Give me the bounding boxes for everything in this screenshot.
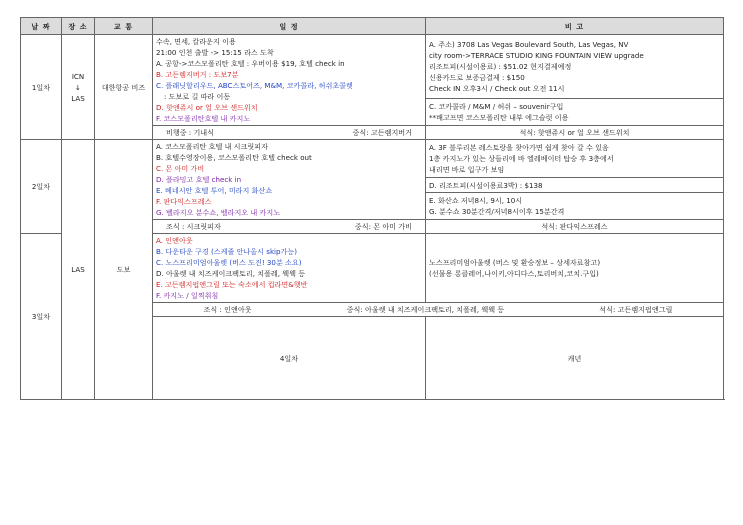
day1-place-to: LAS xyxy=(71,93,85,103)
day3-meals xyxy=(153,303,724,317)
day1-place xyxy=(62,35,95,140)
remark-line: 노스프리미엄아울렛 (버스 및 환승정보 – 상세자료참고) xyxy=(429,258,601,267)
remark-line: **배고프면 코스모폴리탄 내부 에그슬럿 이용 xyxy=(429,112,569,122)
remark-line: C. 코카콜라 / M&M / 허쉬 – souvenir구입 xyxy=(429,101,564,111)
schedule-line: E. 고든렘지펍앤그릴 또는 숙소에서 컵라면&햇반 xyxy=(156,280,308,289)
schedule-line: 21:00 인천 출발 -> 15:15 라스 도착 xyxy=(156,48,274,57)
header-remarks: 비 고 xyxy=(426,18,724,35)
schedule-line: B. 다운타운 구경 (스케줄 안나올시 skip가능) xyxy=(156,247,297,256)
schedule-line: F. 코스모폴리탄호텔 내 카지노 xyxy=(156,114,251,123)
remark-line: 1층 카지노가 있는 상들리에 바 엘레베이터 탑승 후 3층에서 xyxy=(429,154,614,164)
schedule-line: B. 호텔수영장이용, 코스모폴리탄 호텔 check out xyxy=(156,153,312,162)
remark-line: A. 3F 블루리본 레스토랑을 찾아가면 쉽게 찾아 갈 수 있음 xyxy=(429,143,609,153)
header-row xyxy=(21,18,724,35)
day3-date: 3일차 xyxy=(21,234,62,400)
day4-date: 4일차 xyxy=(153,317,426,400)
day1-meals-left xyxy=(153,126,426,140)
schedule-line: 수속, 면세, 칼라운지 이용 xyxy=(156,37,236,46)
header-place: 장 소 xyxy=(62,18,95,35)
remark-line: Check IN 오후3시 / Check out 오전 11시 xyxy=(429,83,565,93)
day3-schedule xyxy=(153,234,426,303)
schedule-line: E. 베네시안 호텔 투어, 미라지 화산쇼 xyxy=(156,186,273,195)
header-transport: 교 통 xyxy=(95,18,153,35)
remark-line: D. 리조트피(시설이용료3박) : $138 xyxy=(429,180,543,190)
schedule-line: C. 노스프리미엄아울렛 (버스 도진! 30분 소요) xyxy=(156,258,302,267)
day1-meal-dinner: 중식: 고든렘지버거 xyxy=(352,128,412,137)
day2-meal-dinner: 석식: 판다익스프레스 xyxy=(426,220,724,234)
day2-schedule xyxy=(153,140,426,220)
header-schedule: 일 정 xyxy=(153,18,426,35)
schedule-line: F. 카지노 / 일찍취침 xyxy=(156,291,219,300)
day4-place: 캐년 xyxy=(426,317,724,400)
schedule-line: F. 판다익스프레스 xyxy=(156,197,212,206)
day1-remarks-a xyxy=(426,35,724,99)
day3-meal-breakfast: 조식 : 인앤아웃 xyxy=(203,305,252,314)
schedule-line: D. 아울렛 내 치즈케이크팩토리, 치폴레, 웩웩 등 xyxy=(156,269,306,278)
schedule-line: C. 플래닛할리우드, ABC스토어즈, M&M, 코카콜라, 허쉬초콜렛 xyxy=(156,81,353,90)
day2-meals-left xyxy=(153,220,426,234)
day3-meal-dinner: 석식: 고든렘지펍앤그릴 xyxy=(599,305,673,314)
schedule-text: A. 코스모폴리탄 호텔 내 시크릿피자 xyxy=(156,142,268,151)
remark-line: city room->TERRACE STUDIO KING FOUNTAIN VIEW upgrade xyxy=(429,50,644,60)
day2-remarks-a xyxy=(426,140,724,178)
day1-place-from: ICN xyxy=(71,71,85,81)
day1-schedule xyxy=(153,35,426,126)
schedule-line: A. 인앤아웃 xyxy=(156,236,193,245)
remark-line: 신용카드로 보증금결제 : $150 xyxy=(429,72,525,82)
schedule-line: D. 플라밍고 호텔 check in xyxy=(156,175,242,184)
day2-meal-lunch: 중식: 몬 아미 가비 xyxy=(354,222,412,231)
day1-meal-lunch: 비행중 : 기내식 xyxy=(166,128,215,137)
schedule-line: D. 핫앤쥬시 or 얼 오브 샌드위치 xyxy=(156,103,258,112)
schedule-line: B. 고든렘지버거 : 도보7분 xyxy=(156,70,239,79)
itinerary-table xyxy=(20,17,724,400)
schedule-line: C. 몬 아미 가비 xyxy=(156,164,205,173)
remark-line: (선물용 롱클레어,나이키,아디다스,토리버치,코치.구입) xyxy=(429,269,599,278)
day2-date: 2일차 xyxy=(21,140,62,234)
day2-row xyxy=(21,140,724,178)
header-date: 날 짜 xyxy=(21,18,62,35)
schedule-line: A. 공항->코스모폴리탄 호텔 : 우버이용 $19, 호텔 check in xyxy=(156,59,345,68)
day2-remarks-c xyxy=(426,193,724,220)
day3-remarks xyxy=(426,234,724,303)
remark-line: 리조트피(시설이용료) : $51.02 현지결제예정 xyxy=(429,61,572,71)
day1-row xyxy=(21,35,724,99)
day1-place-arrow: ↓ xyxy=(75,82,81,92)
day1-transport: 대한항공 비즈 xyxy=(95,35,153,140)
day2-meal-breakfast: 조식 : 시크릿피자 xyxy=(166,222,221,231)
remark-line: A. 주소) 3708 Las Vegas Boulevard South, Las Vegas, NV xyxy=(429,39,629,49)
day3-meal-lunch: 중식: 아울렛 내 치즈케이크팩토리, 치폴레, 웩웩 등 xyxy=(346,305,505,314)
remark-line: 내리면 바로 입구가 보임 xyxy=(429,165,505,175)
schedule-line xyxy=(156,141,422,152)
day1-date: 1일차 xyxy=(21,35,62,140)
mid-place: LAS xyxy=(62,140,95,400)
remark-line: G. 분수쇼 30분간격/저녁8시이후 15분간격 xyxy=(429,207,565,217)
day1-meal-supper: 석식: 핫앤쥬시 or 얼 오브 샌드위치 xyxy=(426,126,724,140)
schedule-line: G. 벨라지오 분수쇼, 벨라지오 내 카지노 xyxy=(156,208,281,217)
schedule-line: : 도보로 길 따라 이동 xyxy=(164,92,231,101)
mid-transport: 도보 xyxy=(95,140,153,400)
remark-line: E. 화산쇼 저녁8시, 9시, 10시 xyxy=(429,196,523,206)
day2-remarks-b xyxy=(426,178,724,193)
day1-remarks-b xyxy=(426,98,724,125)
